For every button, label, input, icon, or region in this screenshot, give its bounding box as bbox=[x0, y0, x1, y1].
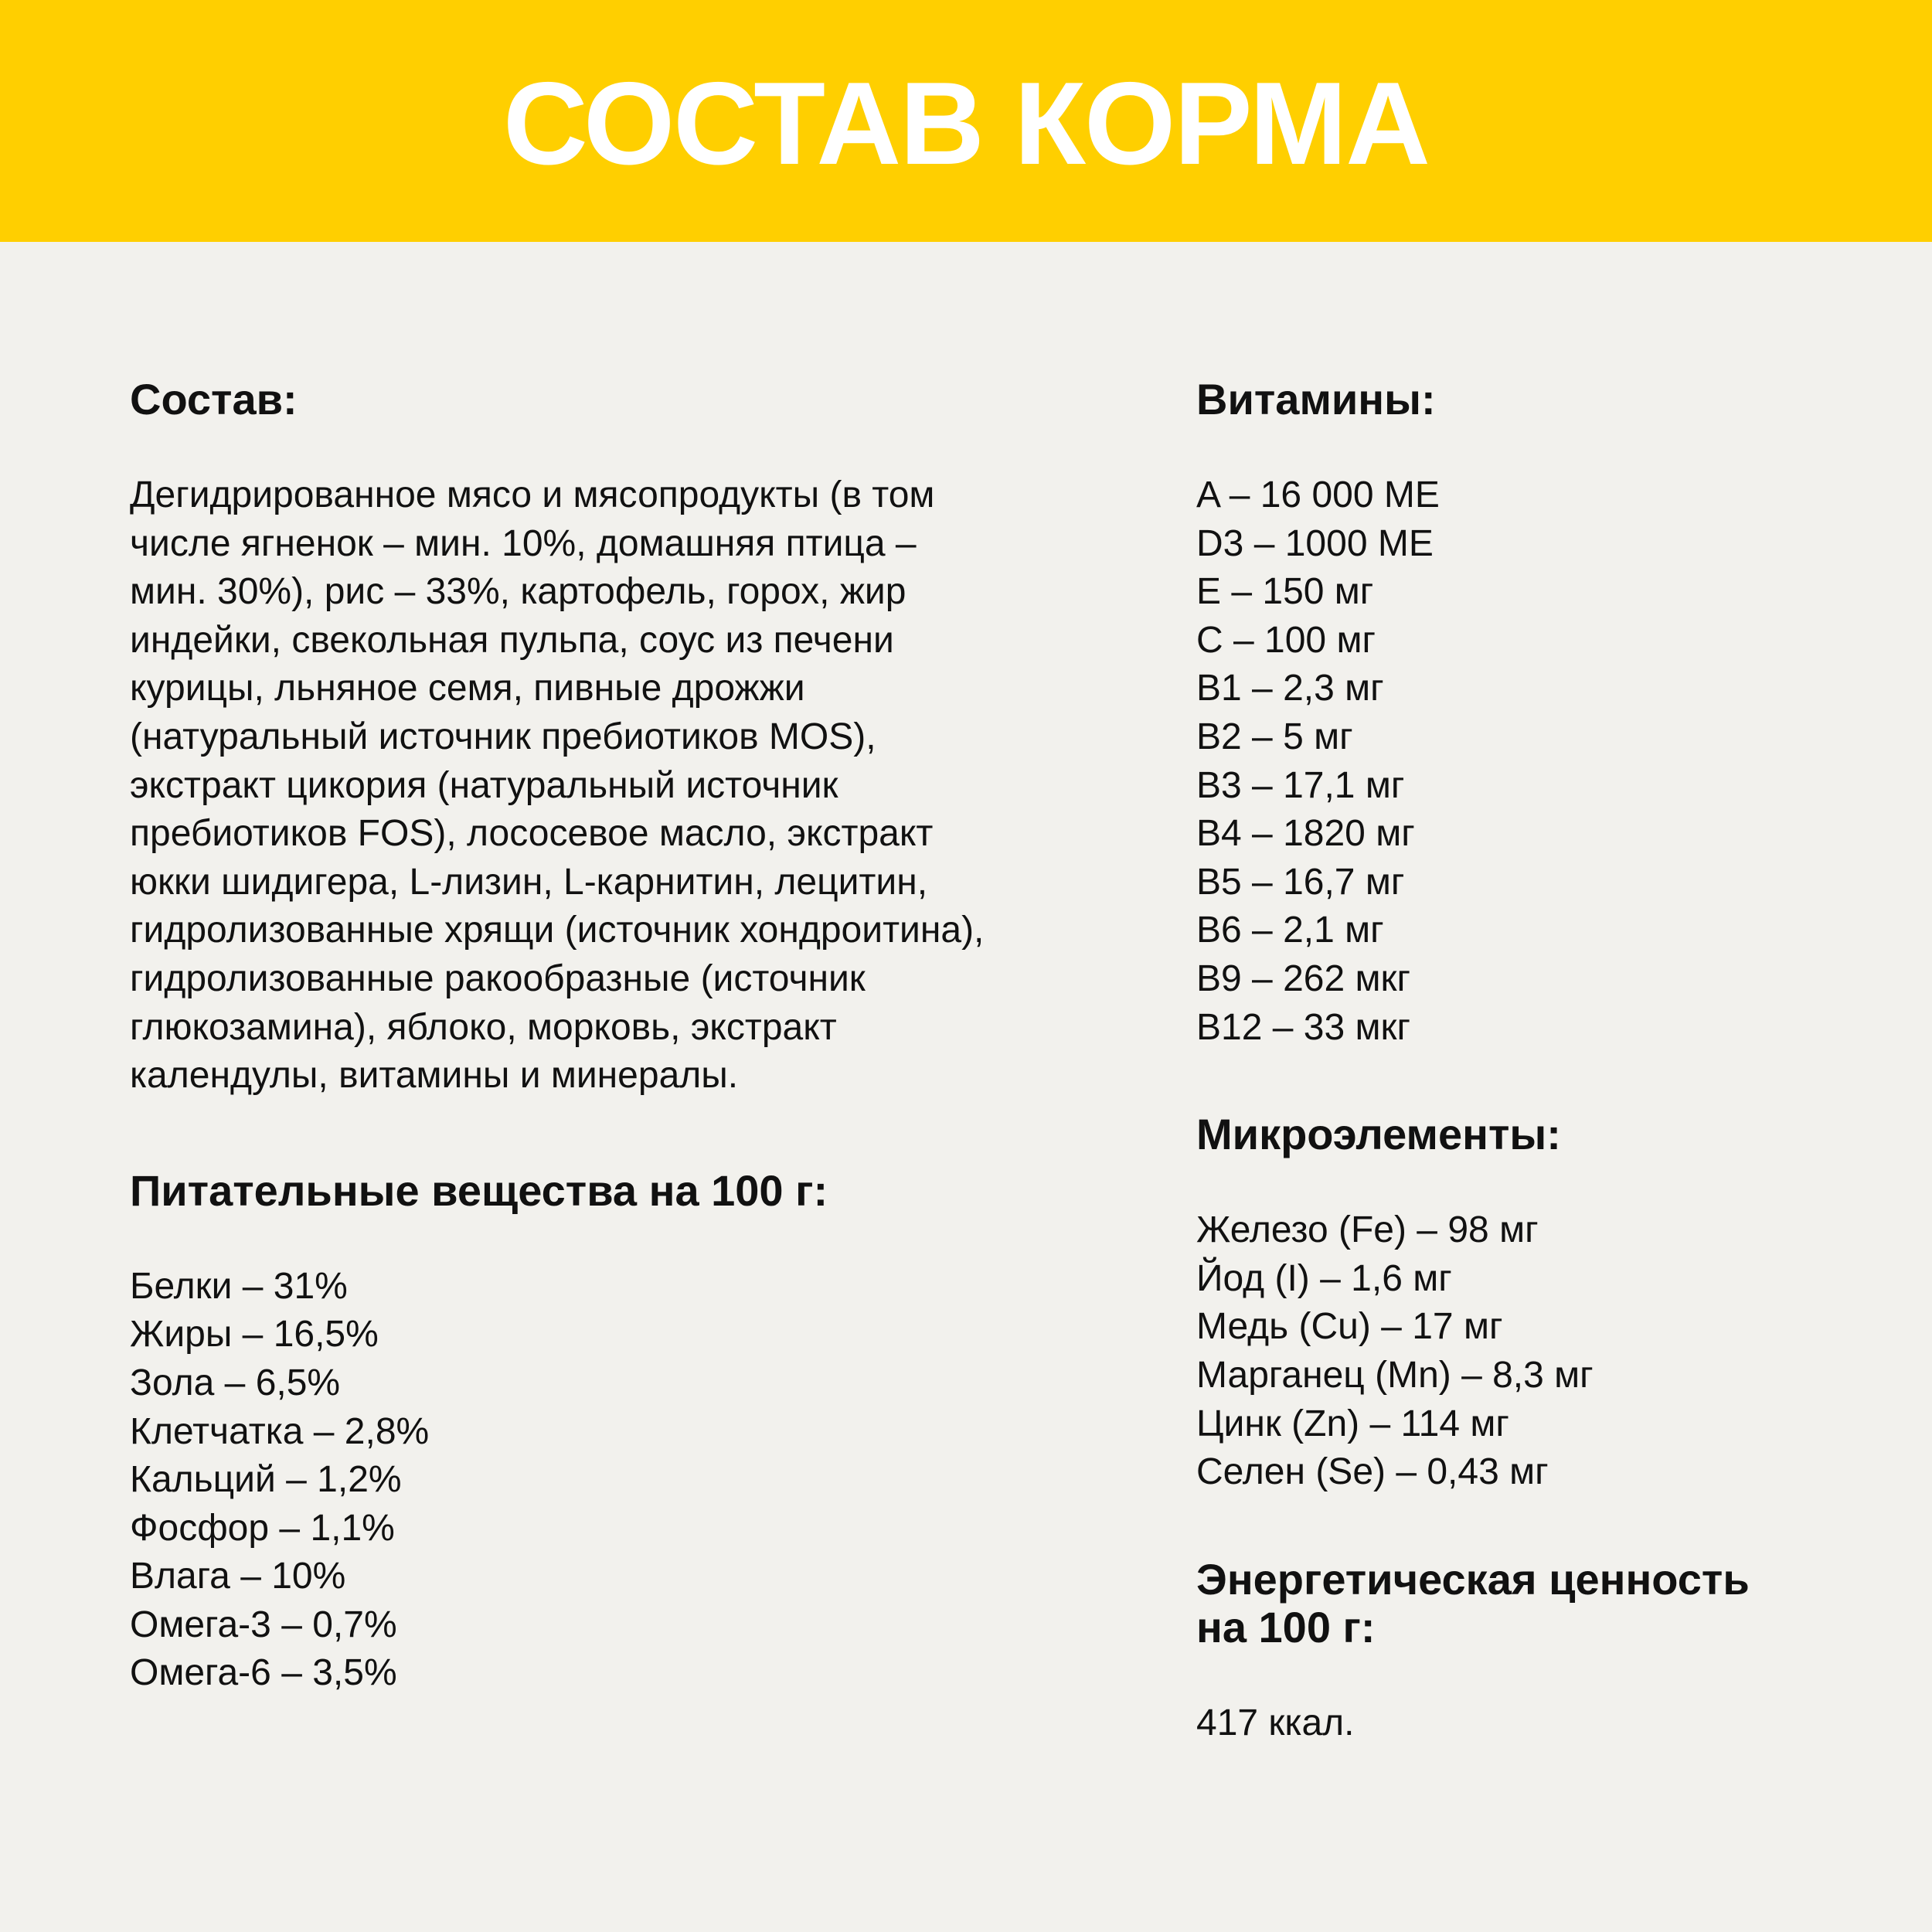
spacer bbox=[130, 1215, 1042, 1263]
composition-heading: Состав: bbox=[130, 375, 298, 423]
list-item: Цинк (Zn) – 114 мг bbox=[1196, 1403, 1509, 1444]
list-item: Омега-3 – 0,7% bbox=[130, 1604, 397, 1645]
microelements-list bbox=[1196, 1206, 1861, 1497]
spacer bbox=[1196, 1052, 1861, 1111]
list-item: B9 – 262 мкг bbox=[1196, 957, 1411, 999]
energy-value: 417 ккал. bbox=[1196, 1702, 1355, 1743]
spacer bbox=[130, 423, 1042, 471]
list-item: B6 – 2,1 мг bbox=[1196, 910, 1384, 951]
list-item: Селен (Se) – 0,43 мг bbox=[1196, 1451, 1549, 1493]
list-item: E – 150 мг bbox=[1196, 571, 1374, 613]
list-item: B3 – 17,1 мг bbox=[1196, 764, 1405, 806]
page-title: СОСТАВ КОРМА bbox=[502, 57, 1429, 189]
microelements-heading: Микроэлементы: bbox=[1196, 1110, 1561, 1159]
composition-text: Дегидрированное мясо и мясопродукты (в том числе ягненок – мин. 10%, домашняя птица – мин. 30%), рис – 33%, картофель, горох, жир индейки, свекольная пульпа, соус из печени курицы, льняное семя, пивные дрожжи (натуральный источник пребиотиков MOS), экстракт цикория (натуральный источник пребиотиков FOS), лососевое масло, экстракт юкки шидигера, L-лизин, L-карнитин, лецитин, гидролизованные хрящи (источник хондроитина), гидролизованные ракообразные (источник глюкозамина), яблоко, морковь, экстракт календулы, витамины и минералы. bbox=[130, 474, 985, 1097]
list-item: B12 – 33 мкг bbox=[1196, 1006, 1411, 1048]
energy-heading bbox=[1196, 1556, 1861, 1651]
right-column bbox=[1196, 376, 1861, 1747]
list-item: Влага – 10% bbox=[130, 1556, 346, 1597]
list-item: B4 – 1820 мг bbox=[1196, 813, 1415, 855]
nutrients-list bbox=[130, 1263, 1042, 1698]
list-item: B1 – 2,3 мг bbox=[1196, 668, 1384, 709]
spacer bbox=[1196, 423, 1861, 471]
spacer bbox=[1196, 1158, 1861, 1206]
list-item: Белки – 31% bbox=[130, 1265, 348, 1307]
energy-heading-line1: Энергетическая ценность bbox=[1196, 1554, 1750, 1604]
list-item: Фосфор – 1,1% bbox=[130, 1507, 395, 1549]
energy-heading-line2: на 100 г: bbox=[1196, 1602, 1376, 1651]
list-item: B5 – 16,7 мг bbox=[1196, 861, 1405, 903]
list-item: Йод (I) – 1,6 мг bbox=[1196, 1257, 1452, 1299]
spacer bbox=[130, 1100, 1042, 1167]
list-item: Железо (Fe) – 98 мг bbox=[1196, 1209, 1539, 1251]
list-item: Кальций – 1,2% bbox=[130, 1459, 402, 1501]
vitamins-list bbox=[1196, 471, 1861, 1052]
list-item: Жиры – 16,5% bbox=[130, 1314, 379, 1355]
vitamins-heading: Витамины: bbox=[1196, 375, 1436, 423]
list-item: D3 – 1000 ME bbox=[1196, 522, 1434, 564]
list-item: Омега-6 – 3,5% bbox=[130, 1652, 397, 1694]
list-item: Медь (Cu) – 17 мг bbox=[1196, 1306, 1503, 1348]
list-item: Марганец (Mn) – 8,3 мг bbox=[1196, 1354, 1594, 1396]
left-column bbox=[130, 376, 1042, 1698]
list-item: B2 – 5 мг bbox=[1196, 716, 1353, 757]
list-item: Клетчатка – 2,8% bbox=[130, 1410, 430, 1452]
spacer bbox=[1196, 1497, 1861, 1556]
header-banner bbox=[0, 0, 1932, 242]
nutrients-heading: Питательные вещества на 100 г: bbox=[130, 1165, 828, 1215]
list-item: C – 100 мг bbox=[1196, 619, 1376, 661]
list-item: A – 16 000 ME bbox=[1196, 474, 1440, 515]
list-item: Зола – 6,5% bbox=[130, 1362, 341, 1403]
spacer bbox=[1196, 1651, 1861, 1699]
